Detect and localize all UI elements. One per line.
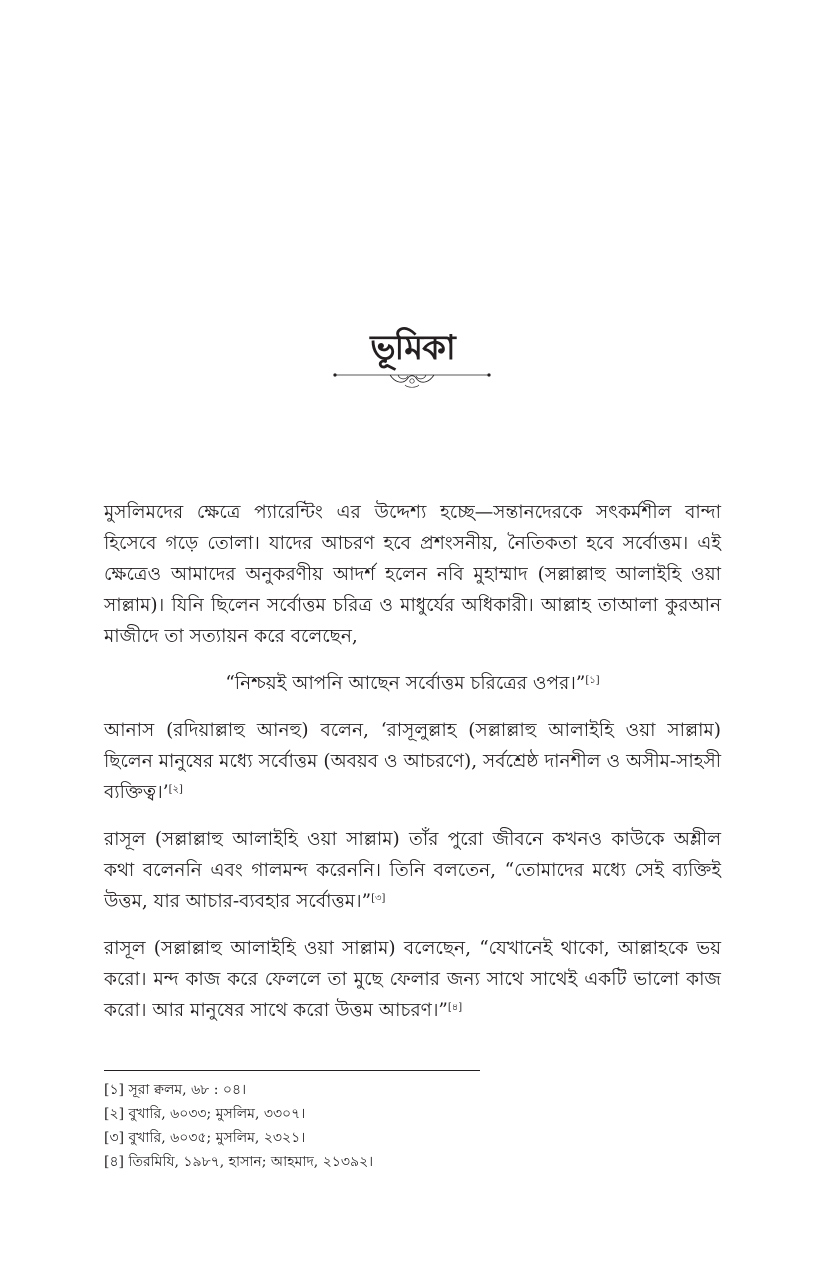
- paragraph-intro: মুসলিমদের ক্ষেত্রে প্যারেন্টিং এর উদ্দেশ্য হচ্ছে—সন্তানদেরকে সৎকর্মশীল বান্দা হিসেবে গড়ে তোলা। যাদের আচরণ হবে প্রশংসনীয়, নৈতিকতা হবে সর্বোত্তম। এই ক্ষেত্রেও আমাদের অনুকরণীয় আদর্শ হলেন নবি মুহাম্মাদ (সল্লাল্লাহু আলাইহি ওয়া সাল্লাম)। যিনি ছিলেন সর্বোত্তম চরিত্র ও মাধুর্যের অধিকারী। আল্লাহ তাআলা কুরআন মাজীদে তা সত্যায়ন করে বলেছেন,: [104, 502, 721, 647]
- paragraph-taqwa: রাসূল (সল্লাল্লাহু আলাইহি ওয়া সাল্লাম) বলেছেন, “যেখানেই থাকো, আল্লাহকে ভয় করো। মন্দ কাজ করে ফেললে তা মুছে ফেলার জন্য সাথে সাথেই একটি ভালো কাজ করো। আর মানুষের সাথে করো উত্তম আচরণ।”[৪]: [104, 938, 721, 1021]
- paragraph-speech: রাসূল (সল্লাল্লাহু আলাইহি ওয়া সাল্লাম) তাঁর পুরো জীবনে কখনও কাউকে অশ্লীল কথা বলেননি এবং গালমন্দ করেননি। তিনি বলতেন, “তোমাদের মধ্যে সেই ব্যক্তিই উত্তম, যার আচার-ব্যবহার সর্বোত্তম।”[৩]: [104, 829, 721, 912]
- page-title: ভূমিকা: [370, 328, 455, 368]
- footnotes: [104, 1078, 721, 1174]
- paragraph-anas: আনাস (রদিয়াল্লাহু আনহু) বলেন, ‘রাসূলুল্লাহ (সল্লাল্লাহু আলাইহি ওয়া সাল্লাম) ছিলেন মানুষের মধ্যে সর্বোত্তম (অবয়ব ও আচরণে), সর্বশ্রেষ্ঠ দানশীল ও অসীম-সাহসী ব্যক্তিত্ব।’[২]: [104, 720, 721, 803]
- footnote-item: [৩] বুখারি, ৬০৩৫; মুসলিম, ২৩২১।: [104, 1130, 306, 1146]
- footnote-ref-2[interactable]: [২]: [168, 784, 183, 795]
- footnote-ref-3[interactable]: [৩]: [371, 893, 386, 904]
- footnote-ref-1[interactable]: [১]: [585, 675, 600, 686]
- footnote-item: [৪] তিরমিযি, ১৯৮৭, হাসান; আহমাদ, ২১৩৯২।: [104, 1154, 374, 1170]
- body-text: [104, 497, 721, 1042]
- footnote-divider: [104, 1070, 480, 1071]
- title-ornament-divider: [332, 366, 492, 390]
- footnote-item: [২] বুখারি, ৬০৩৩; মুসলিম, ৩৩০৭।: [104, 1106, 306, 1122]
- quran-quote: “নিশ্চয়ই আপনি আছেন সর্বোত্তম চরিত্রের ওপর।”[১]: [225, 673, 600, 694]
- footnote-ref-4[interactable]: [৪]: [447, 1002, 463, 1013]
- footnote-item: [১] সূরা ক্বলম, ৬৮ : ০৪।: [104, 1082, 247, 1098]
